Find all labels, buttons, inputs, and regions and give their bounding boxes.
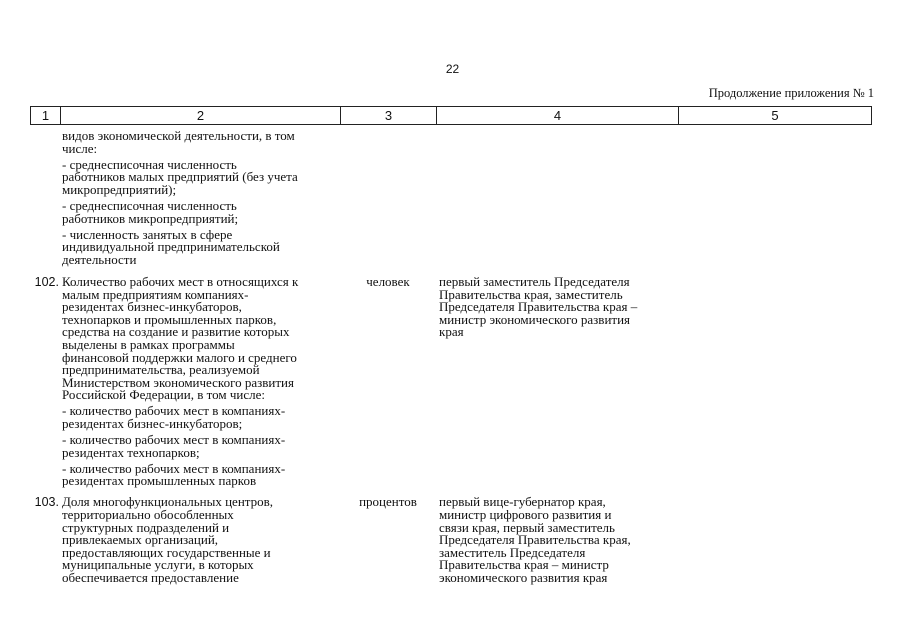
indicator-text: Количество рабочих мест в относящихся к малым предприятиям компаниях- резидентах бизнес-инкубаторов, технопарков и промышленных парков, средства на создание и развитие которых выделены в рамках программы финансовой поддержки малого и среднего предпринимательства, реализуемой Министерством экономического развития Российской Федерации, в том числе: (62, 273, 299, 403)
indicator-text: - среднесписочная численность работников микропредприятий; (62, 197, 239, 226)
row-responsible: первый вице-губернатор края, министр цифрового развития и связи края, первый заместитель Председателя Правительства края, заместитель Председателя Правительства края – министр экономического развития края (439, 494, 631, 585)
header-col-3: 3 (341, 107, 437, 124)
indicator-text: - численность занятых в сфере индивидуальной предпринимательской деятельности (62, 226, 280, 267)
row-responsible: первый заместитель Председателя Правительства края, заместитель Председателя Правительства края – министр экономического развития края (439, 273, 638, 340)
table-header (30, 106, 872, 125)
table-row (30, 496, 872, 588)
indicator-text: - количество рабочих мест в компаниях- резидентах технопарков; (62, 432, 286, 460)
appendix-note: Продолжение приложения № 1 (708, 86, 874, 100)
row-unit: процентов (359, 494, 417, 510)
header-col-5: 5 (771, 108, 779, 123)
header-col-1: 1 (31, 107, 61, 124)
indicator-text: - количество рабочих мест в компаниях- резидентах промышленных парков (62, 460, 286, 489)
table-row-continued (30, 130, 872, 270)
indicator-text: видов экономической деятельности, в том числе: (62, 128, 295, 156)
row-unit: человек (366, 273, 410, 289)
row-number: 103. (34, 495, 59, 510)
indicator-text: Доля многофункциональных центров, территориально обособленных структурных подразделений и привлекаемых организаций, предоставляющих государственные и муниципальные услуги, в которых обеспечивается предоставление (62, 494, 274, 585)
header-col-4: 4 (437, 107, 679, 124)
row-indicator-name (60, 273, 340, 492)
row-number: 102. (34, 274, 59, 289)
row-number (30, 130, 60, 270)
table-row (30, 273, 872, 492)
row-indicator-name (60, 130, 340, 270)
header-col-2: 2 (61, 107, 341, 124)
page-number: 22 (445, 62, 460, 76)
table-body (30, 130, 872, 588)
indicator-text: - количество рабочих мест в компаниях- резидентах бизнес-инкубаторов; (62, 403, 286, 431)
row-indicator-name (60, 496, 340, 588)
indicator-text: - среднесписочная численность работников малых предприятий (без учета микропредприятий); (62, 156, 298, 197)
